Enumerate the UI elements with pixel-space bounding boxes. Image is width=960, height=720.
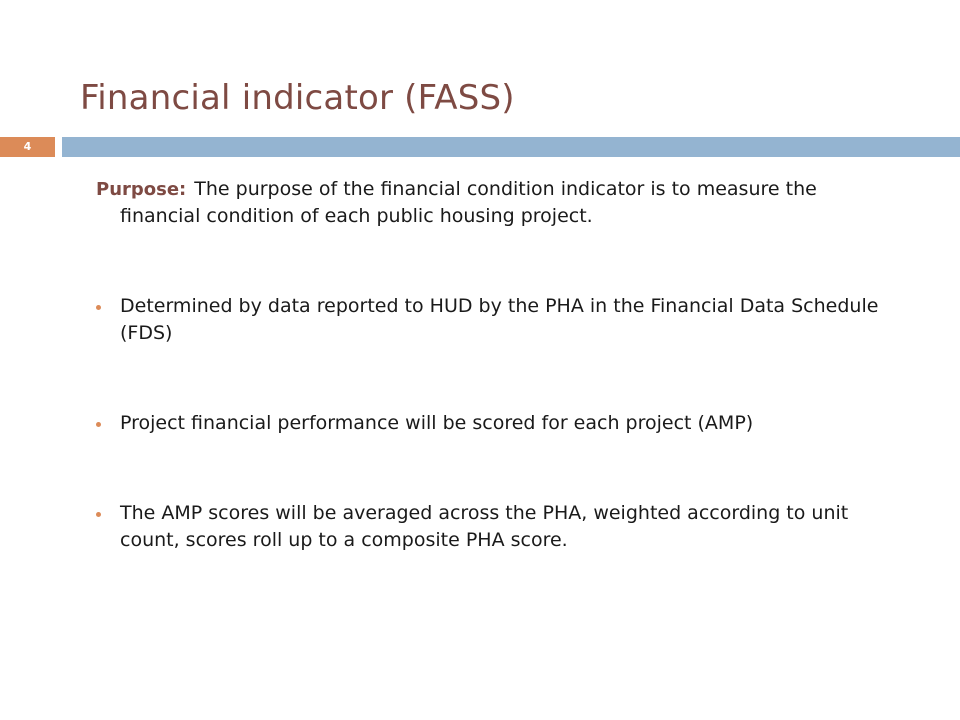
bullet-text: The AMP scores will be averaged across the PHA, weighted according to unit count, scores roll up to a composite PHA score. <box>120 502 849 551</box>
bullet-item-composite-score <box>96 500 886 554</box>
bullet-item-amp-scoring <box>96 410 886 437</box>
bullet-text: Determined by data reported to HUD by the PHA in the Financial Data Schedule (FDS) <box>120 295 879 344</box>
slide-title: Financial indicator (FASS) <box>80 78 515 118</box>
page-number-badge <box>0 137 55 157</box>
bullet-text: Project financial performance will be scored for each project (AMP) <box>120 412 754 434</box>
bullet-dot-icon <box>96 305 101 310</box>
header-divider-bar <box>62 137 960 157</box>
bullet-dot-icon <box>96 512 101 517</box>
bullet-dot-icon <box>96 422 101 427</box>
purpose-label: Purpose: <box>96 179 187 200</box>
page-number: 4 <box>23 140 32 153</box>
slide-body <box>96 176 886 554</box>
bullet-item-fds <box>96 293 886 347</box>
purpose-text: The purpose of the financial condition indicator is to measure the financial condition of each public housing project. <box>120 178 817 227</box>
purpose-paragraph <box>96 176 886 230</box>
